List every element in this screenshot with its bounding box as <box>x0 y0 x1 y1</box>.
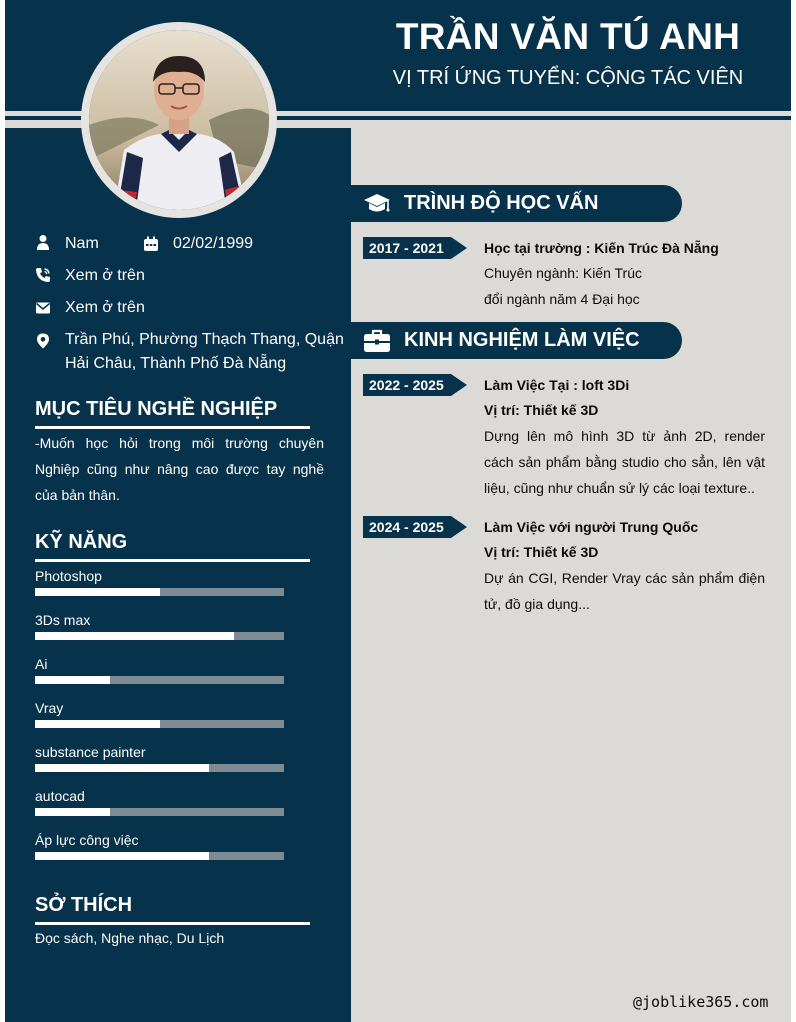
address-line-1: Trần Phú, Phường Thạch Thang, Quận <box>65 331 344 348</box>
birthday-value: 02/02/1999 <box>173 235 254 252</box>
skill-level-fill <box>35 632 234 640</box>
education-date-tag <box>363 237 469 259</box>
skill-name: Ai <box>35 656 48 672</box>
email-value: Xem ở trên <box>65 299 145 316</box>
skill-level-bar <box>35 764 284 772</box>
hobbies-rule <box>35 922 310 925</box>
graduation-cap-icon <box>363 191 391 217</box>
email-icon <box>35 300 51 316</box>
skill-level-bar <box>35 632 284 640</box>
skill-level-fill <box>35 676 110 684</box>
education-date: 2017 - 2021 <box>369 240 444 256</box>
skill-level-fill <box>35 852 209 860</box>
education-banner <box>351 185 682 222</box>
job-description: Dựng lên mô hình 3D từ ảnh 2D, render cách sản phẩm bằng studio cho sẳn, lên vật liệu, cũng như chuẩn sử lý các loại texture.. <box>484 428 765 496</box>
calendar-icon <box>143 236 159 252</box>
address-value <box>65 328 351 376</box>
hobbies-text: Đọc sách, Nghe nhạc, Du Lịch <box>35 930 225 946</box>
skill-name: 3Ds max <box>35 612 91 628</box>
phone-value: Xem ở trên <box>65 267 145 284</box>
skills-rule <box>35 559 310 562</box>
education-school: Học tại trường : Kiến Trúc Đà Nẵng <box>484 240 719 256</box>
objective-text: -Muốn học hỏi trong môi trường chuyên Nghiệp cũng như nâng cao được tay nghề của bản thân. <box>35 435 324 503</box>
skill-item <box>35 744 295 772</box>
objective-rule <box>35 426 310 429</box>
skill-item <box>35 788 295 816</box>
skill-level-bar <box>35 808 284 816</box>
skill-name: Áp lực công việc <box>35 832 139 848</box>
job-date-tag <box>363 516 469 538</box>
job-role: Vị trí: Thiết kế 3D <box>484 544 599 560</box>
watermark: @joblike365.com <box>633 993 769 1011</box>
candidate-name: TRẦN VĂN TÚ ANH <box>395 16 741 57</box>
experience-heading: KINH NGHIỆM LÀM VIỆC <box>404 329 640 351</box>
job-description: Dự án CGI, Render Vray các sản phẩm điện tử, đồ gia dụng... <box>484 570 765 612</box>
gender-value: Nam <box>65 235 99 252</box>
skill-name: autocad <box>35 788 85 804</box>
resume-page <box>5 0 791 1022</box>
job-date-tag <box>363 374 469 396</box>
skill-level-bar <box>35 852 284 860</box>
briefcase-icon <box>363 328 391 354</box>
job-company: Làm Việc Tại : loft 3Di <box>484 377 630 393</box>
skill-level-bar <box>35 720 284 728</box>
skill-level-bar <box>35 676 284 684</box>
skill-name: Photoshop <box>35 568 102 584</box>
person-icon <box>35 234 51 250</box>
hobbies-heading: SỞ THÍCH <box>35 894 133 916</box>
skill-level-fill <box>35 720 160 728</box>
skill-level-fill <box>35 588 160 596</box>
skill-item <box>35 656 295 684</box>
skill-name: Vray <box>35 700 64 716</box>
education-note: đổi ngành năm 4 Đại học <box>484 291 640 307</box>
skill-name: substance painter <box>35 744 146 760</box>
skills-heading: KỸ NĂNG <box>35 531 128 553</box>
avatar <box>89 30 269 210</box>
skill-level-bar <box>35 588 284 596</box>
address-line-2: Hải Châu, Thành Phố Đà Nẵng <box>65 355 287 372</box>
location-pin-icon <box>35 333 51 349</box>
skill-item <box>35 700 295 728</box>
education-heading: TRÌNH ĐỘ HỌC VẤN <box>404 192 599 214</box>
job-date: 2024 - 2025 <box>369 519 444 535</box>
job-role: Vị trí: Thiết kế 3D <box>484 402 599 418</box>
job-date: 2022 - 2025 <box>369 377 444 393</box>
skill-level-fill <box>35 764 209 772</box>
skill-item <box>35 568 295 596</box>
job-company: Làm Việc với người Trung Quốc <box>484 519 699 535</box>
experience-banner <box>351 322 682 359</box>
skill-level-fill <box>35 808 110 816</box>
objective-heading: MỤC TIÊU NGHỀ NGHIỆP <box>35 398 278 420</box>
applied-position: VỊ TRÍ ỨNG TUYỂN: CỘNG TÁC VIÊN <box>392 67 744 89</box>
phone-icon <box>35 267 51 283</box>
skill-item <box>35 832 295 860</box>
education-major: Chuyên ngành: Kiến Trúc <box>484 265 642 281</box>
skill-item <box>35 612 295 640</box>
